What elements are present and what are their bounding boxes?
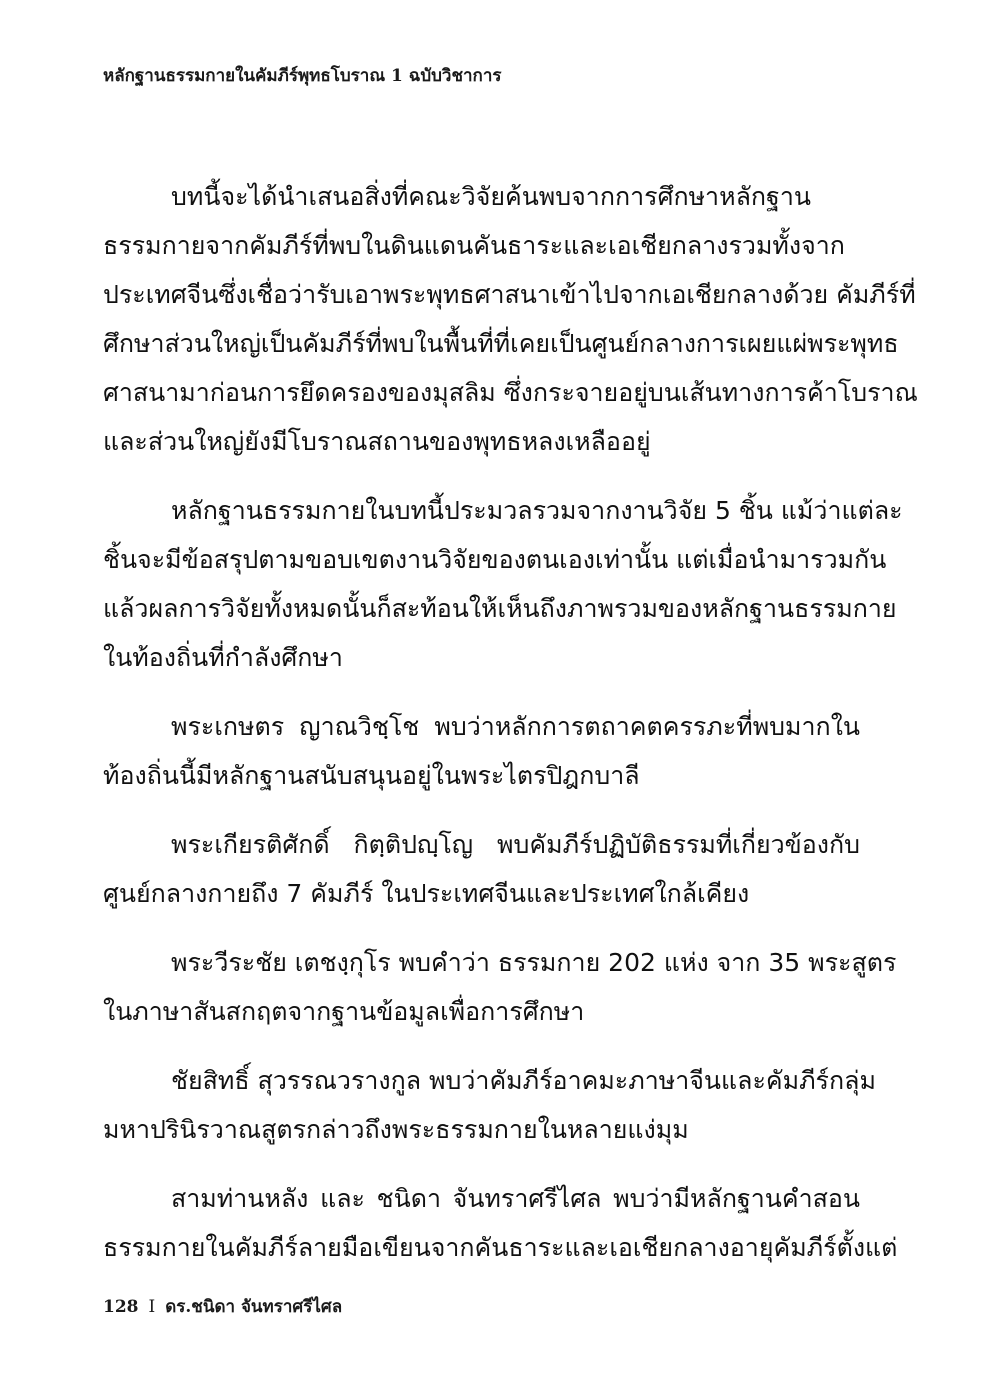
author-name: ดร.ชนิดา จันทราศรีไศล [165,1297,343,1317]
body-text [103,172,918,1292]
page-footer [103,1293,342,1320]
text-line: ประเทศจีนซึ่งเชื่อว่ารับเอาพระพุทธศาสนาเข้าไปจากเอเชียกลางด้วย คัมภีร์ที่ [103,280,916,309]
paragraph [103,820,860,918]
text-line: บทนี้จะได้นำเสนอสิ่งที่คณะวิจัยค้นพบจากการศึกษาหลักฐาน [171,182,811,211]
paragraph [103,1174,898,1272]
text-line: ธรรมกายจากคัมภีร์ที่พบในดินแดนคันธาระและเอเชียกลางรวมทั้งจาก [103,231,845,260]
text-line: ชัยสิทธิ์ สุวรรณวรางกูล พบว่าคัมภีร์อาคมะภาษาจีนและคัมภีร์กลุ่ม [171,1066,876,1095]
text-line: ในภาษาสันสกฤตจากฐานข้อมูลเพื่อการศึกษา [103,997,585,1026]
running-header: หลักฐานธรรมกายในคัมภีร์พุทธโบราณ 1 ฉบับวิชาการ [103,66,502,86]
text-line: ศาสนามาก่อนการยึดครองของมุสลิม ซึ่งกระจายอยู่บนเส้นทางการค้าโบราณ [103,378,918,407]
paragraph [103,172,918,466]
text-line: สามท่านหลัง และ ชนิดา จันทราศรีไศล พบว่ามีหลักฐานคำสอน [171,1184,860,1213]
paragraph [103,1056,876,1154]
text-line: มหาปรินิรวาณสูตรกล่าวถึงพระธรรมกายในหลายแง่มุม [103,1115,689,1144]
text-line: ในท้องถิ่นที่กำลังศึกษา [103,643,343,672]
text-line: พระเกียรติศักดิ์ กิตฺติปญฺโญ พบคัมภีร์ปฏิบัติธรรมที่เกี่ยวข้องกับ [171,830,860,859]
text-line: หลักฐานธรรมกายในบทนี้ประมวลรวมจากงานวิจัย 5 ชิ้น แม้ว่าแต่ละ [171,496,903,525]
text-line: ธรรมกายในคัมภีร์ลายมือเขียนจากคันธาระและเอเชียกลางอายุคัมภีร์ตั้งแต่ [103,1233,898,1262]
text-line: ศึกษาส่วนใหญ่เป็นคัมภีร์ที่พบในพื้นที่ที่เคยเป็นศูนย์กลางการเผยแผ่พระพุทธ [103,329,899,358]
paragraph [103,486,903,682]
text-line: ศูนย์กลางกายถึง 7 คัมภีร์ ในประเทศจีนและประเทศใกล้เคียง [103,879,750,908]
text-line: แล้วผลการวิจัยทั้งหมดนั้นก็สะท้อนให้เห็นถึงภาพรวมของหลักฐานธรรมกาย [103,594,897,623]
text-line: ชิ้นจะมีข้อสรุปตามขอบเขตงานวิจัยของตนเองเท่านั้น แต่เมื่อนำมารวมกัน [103,545,887,574]
text-line: ท้องถิ่นนี้มีหลักฐานสนับสนุนอยู่ในพระไตรปิฎกบาลี [103,761,640,790]
paragraph [103,938,897,1036]
footer-separator: I [148,1297,156,1317]
text-line: และส่วนใหญ่ยังมีโบราณสถานของพุทธหลงเหลืออยู่ [103,427,651,456]
paragraph [103,702,860,800]
page-number: 128 [103,1297,139,1317]
text-line: พระเกษตร ญาณวิชฺโช พบว่าหลักการตถาคตครรภะที่พบมากใน [171,712,860,741]
text-line: พระวีระชัย เตชงฺกุโร พบคำว่า ธรรมกาย 202 แห่ง จาก 35 พระสูตร [171,948,897,977]
